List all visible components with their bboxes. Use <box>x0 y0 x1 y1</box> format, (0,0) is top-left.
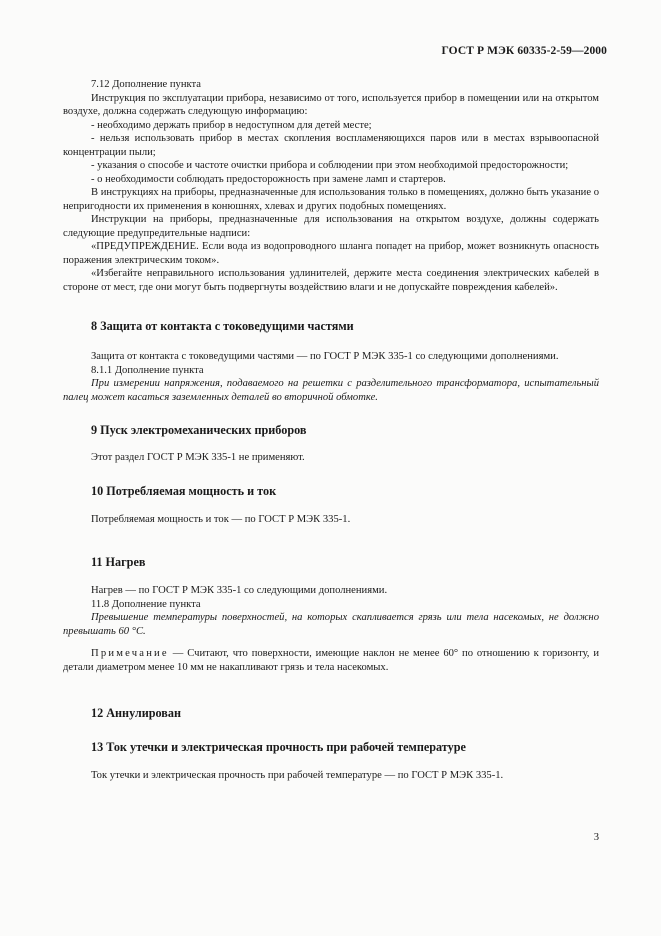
list-item: - необходимо держать прибор в недоступном для детей месте; <box>91 119 372 131</box>
paragraph: Этот раздел ГОСТ Р МЭК 335-1 не применяют. <box>91 452 305 463</box>
subclause-7-12-title: 7.12 Дополнение пункта <box>91 79 201 90</box>
section-12-title: 12 Аннулирован <box>91 706 181 720</box>
section-8-title: 8 Защита от контакта с токоведущими частями <box>91 319 354 333</box>
paragraph: Инструкции на приборы, предназначенные для использования на открытом воздухе, должны содержать следующие предупредительные надписи: <box>63 214 599 239</box>
note-text: — Считают, что поверхности, имеющие наклон не менее 60° по отношению к горизонту, и детали диаметром менее 10 мм не накапливают грязь и тела насекомых. <box>63 648 599 673</box>
page-content <box>63 78 599 783</box>
section-13-title: 13 Ток утечки и электрическая прочность при рабочей температуре <box>91 740 466 754</box>
list-item: - нельзя использовать прибор в местах скопления воспламеняющихся паров или в местах взрывоопасной концентрации пыли; <box>63 133 599 158</box>
italic-text: При измерении напряжения, подаваемого на решетки с разделительного трансформатора, испытательный палец может касаться заземленных деталей во вторичной обмотке. <box>63 378 599 403</box>
paragraph: Ток утечки и электрическая прочность при рабочей температуре — по ГОСТ Р МЭК 335-1. <box>91 770 504 781</box>
subclause-11-8-title: 11.8 Дополнение пункта <box>91 598 201 610</box>
paragraph: Защита от контакта с токоведущими частями — по ГОСТ Р МЭК 335-1 со следующими дополнениями. <box>91 351 559 362</box>
document-code: ГОСТ Р МЭК 60335-2-59—2000 <box>441 45 607 57</box>
warning-text: «ПРЕДУПРЕЖДЕНИЕ. Если вода из водопроводного шланга попадет на прибор, может возникнуть опасность поражения электрическим током». <box>63 241 599 266</box>
list-item: - указания о способе и частоте очистки прибора и соблюдении при этом необходимой предосторожности; <box>91 160 569 171</box>
note-label: Примечание <box>91 648 169 659</box>
paragraph: Потребляемая мощность и ток — по ГОСТ Р МЭК 335-1. <box>91 513 351 525</box>
section-11-title: 11 Нагрев <box>91 555 146 569</box>
page-number: 3 <box>593 832 599 843</box>
paragraph: В инструкциях на приборы, предназначенные для использования только в помещениях, должно быть указание о непригодности их применения в конюшнях, хлевах и других подобных помещениях. <box>63 187 599 212</box>
note <box>63 647 599 674</box>
paragraph: Инструкция по эксплуатации прибора, независимо от того, используется прибор в помещении или на открытом воздухе, должна содержать следующую информацию: <box>63 92 599 117</box>
section-9-title: 9 Пуск электромеханических приборов <box>91 423 307 437</box>
list-item: - о необходимости соблюдать предосторожность при замене ламп и стартеров. <box>91 173 446 185</box>
section-10-title: 10 Потребляемая мощность и ток <box>91 483 277 498</box>
paragraph: Нагрев — по ГОСТ Р МЭК 335-1 со следующими дополнениями. <box>91 585 388 596</box>
warning-text: «Избегайте неправильного использования удлинителей, держите места соединения электрических кабелей в стороне от мест, где они могут быть подвергнуты воздействию влаги и не допускайте повреждения кабелей». <box>63 268 599 293</box>
subclause-8-1-1-title: 8.1.1 Дополнение пункта <box>91 364 204 376</box>
italic-text: Превышение температуры поверхностей, на которых скапливается грязь или тела насекомых, не должно превышать 60 °С. <box>63 612 599 637</box>
